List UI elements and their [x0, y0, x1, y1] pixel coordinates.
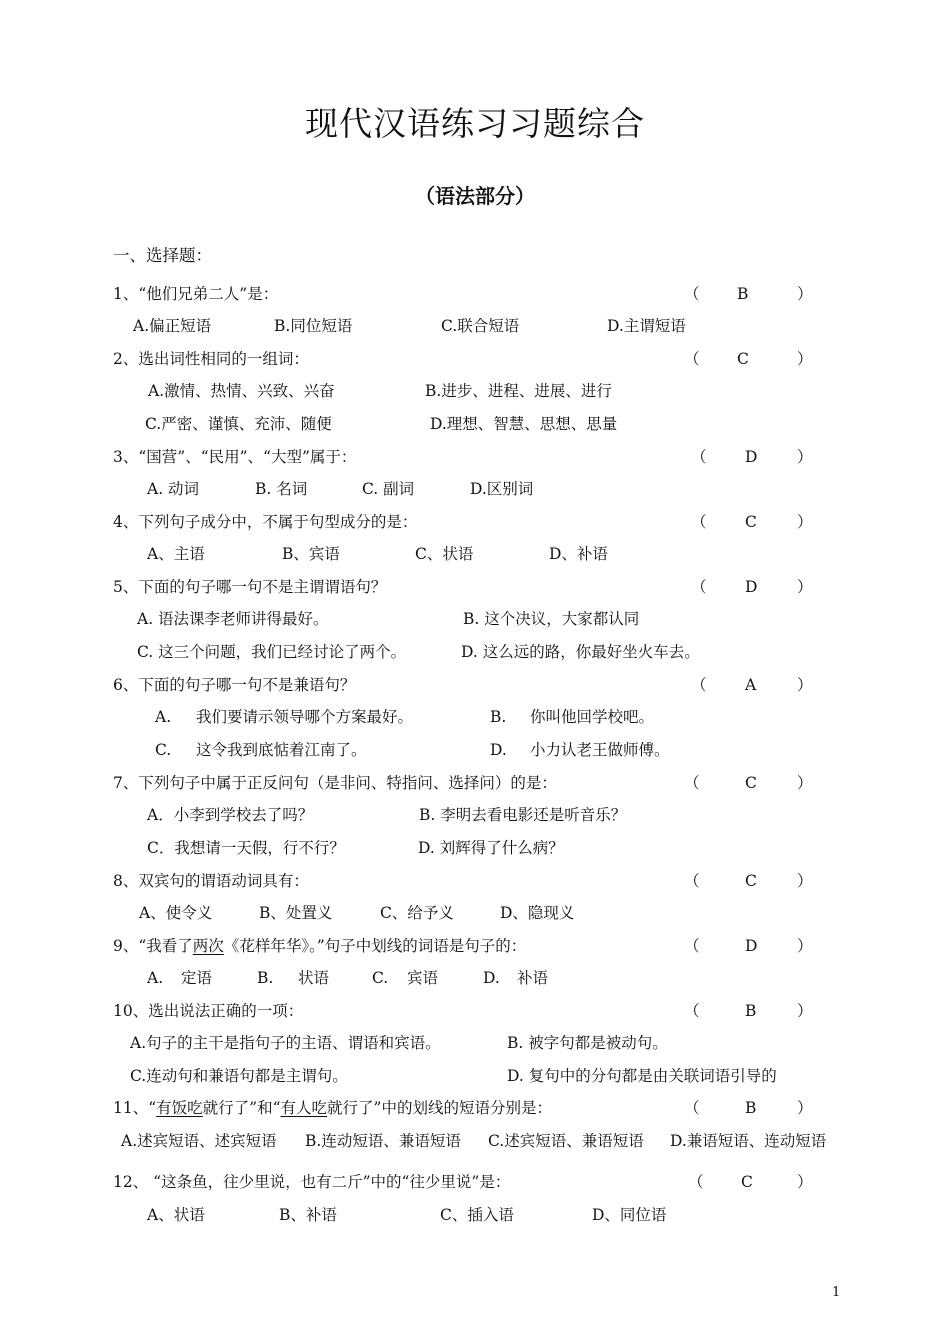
answer-4: C: [745, 513, 757, 531]
q3-option-a: A. 动词: [147, 480, 200, 498]
q11-underlined-2: 有人吃: [280, 1099, 328, 1117]
q5-option-b: B. 这个决议，大家都认同: [463, 610, 640, 628]
q3-option-c: C. 副词: [362, 480, 415, 498]
q11-part-2: 就行了”和“: [202, 1099, 281, 1117]
q9-option-d: 补语: [517, 969, 549, 987]
q12-option-d: D、同位语: [592, 1206, 667, 1224]
q1-option-b: B.同位短语: [274, 317, 353, 335]
question-4-text: 4、下列句子成分中，不属于句型成分的是：: [113, 513, 418, 531]
q6-option-d-letter: D.: [490, 741, 507, 759]
q2-option-b: B.进步、进程、进展、进行: [425, 382, 612, 400]
q10-option-c: C.连动句和兼语句都是主谓句。: [130, 1067, 348, 1085]
q9-option-a-letter: A.: [147, 969, 164, 987]
q11-option-b: B.连动短语、兼语短语: [305, 1132, 461, 1150]
question-6-text: 6、下面的句子哪一句不是兼语句？: [113, 676, 356, 694]
q7-option-c: C．我想请一天假，行不行？: [147, 839, 345, 857]
q6-option-a-letter: A.: [155, 708, 172, 726]
q11-part-3: 就行了”中的划线的短语分别是：: [327, 1099, 552, 1117]
q6-option-b-letter: B.: [490, 708, 507, 726]
q2-option-c: C.严密、谨慎、充沛、随便: [145, 415, 332, 433]
question-3-text: 3、“国营”、“民用”、“大型”属于：: [113, 448, 357, 466]
question-9-text: [113, 936, 526, 956]
q7-option-a: A．小李到学校去了吗？: [147, 806, 314, 824]
q12-option-a: A、状语: [147, 1206, 205, 1224]
question-7-text: 7、下列句子中属于正反问句（是非问、特指问、选择问）的是：: [113, 774, 557, 792]
answer-bracket-open: （: [684, 1099, 700, 1117]
q9-underlined-word: 两次: [192, 937, 224, 955]
page-title: 现代汉语练习习题综合: [305, 104, 645, 143]
q4-option-c: C、状语: [415, 545, 474, 563]
answer-bracket-open: （: [688, 1173, 704, 1191]
answer-bracket-close: ）: [797, 513, 813, 531]
answer-bracket-open: （: [684, 774, 700, 792]
q1-option-d: D.主谓短语: [607, 317, 686, 335]
answer-bracket-close: ）: [797, 676, 813, 694]
q9-option-c-letter: C.: [372, 969, 389, 987]
q7-option-d: D. 刘辉得了什么病？: [418, 839, 564, 857]
question-10-text: 10、选出说法正确的一项：: [113, 1002, 304, 1020]
q6-option-a: 我们要请示领导哪个方案最好。: [196, 708, 414, 726]
answer-8: C: [745, 872, 757, 890]
q8-option-d: D、隐现义: [500, 904, 575, 922]
answer-bracket-open: （: [684, 350, 700, 368]
answer-bracket-open: （: [691, 448, 707, 466]
answer-bracket-close: ）: [797, 937, 813, 955]
q7-option-b: B. 李明去看电影还是听音乐？: [419, 806, 627, 824]
page-number: 1: [832, 1285, 841, 1300]
question-12-text: 12、 “这条鱼，往少里说，也有二斤”中的“往少里说”是：: [113, 1173, 511, 1191]
question-5-text: 5、下面的句子哪一句不是主谓谓语句？: [113, 578, 387, 596]
q2-option-a: A.激情、热情、兴致、兴奋: [148, 382, 335, 400]
q9-option-c: 宾语: [407, 969, 439, 987]
q4-option-d: D、补语: [549, 545, 608, 563]
q11-option-c: C.述宾短语、兼语短语: [488, 1132, 644, 1150]
answer-bracket-open: （: [684, 937, 700, 955]
answer-bracket-close: ）: [797, 448, 813, 466]
q12-option-c: C、插入语: [440, 1206, 514, 1224]
question-2-text: 2、选出词性相同的一组词：: [113, 350, 309, 368]
q5-option-c: C. 这三个问题，我们已经讨论了两个。: [137, 643, 407, 661]
page-subtitle: （语法部分）: [415, 184, 535, 208]
answer-10: B: [745, 1002, 757, 1020]
q9-option-b-letter: B.: [257, 969, 274, 987]
q8-option-c: C、给予义: [380, 904, 454, 922]
q10-option-b: B. 被字句都是被动句。: [507, 1034, 668, 1052]
q11-underlined-1: 有饭吃: [156, 1099, 203, 1117]
answer-3: D: [745, 448, 758, 466]
answer-5: D: [745, 578, 758, 596]
q11-part-1: 11、“: [113, 1099, 157, 1117]
answer-bracket-open: （: [691, 676, 707, 694]
q4-option-a: A、主语: [147, 545, 205, 563]
answer-bracket-open: （: [691, 578, 707, 596]
answer-bracket-close: ）: [797, 1099, 813, 1117]
q10-option-d: D. 复句中的分句都是由关联词语引导的: [507, 1067, 777, 1085]
q6-option-c: 这令我到底惦着江南了。: [196, 741, 367, 759]
q5-option-a: A. 语法课李老师讲得最好。: [137, 610, 329, 628]
q10-option-a: A.句子的主干是指句子的主语、谓语和宾语。: [130, 1034, 441, 1052]
answer-12: C: [741, 1173, 753, 1191]
q6-option-c-letter: C.: [155, 741, 172, 759]
q8-option-a: A、使令义: [139, 904, 213, 922]
q9-text-post: 《花样年华》。”句子中划线的词语是句子的：: [223, 937, 527, 955]
answer-9: D: [745, 937, 758, 955]
q6-option-b: 你叫他回学校吧。: [530, 708, 655, 726]
q3-option-d: D.区别词: [470, 480, 534, 498]
answer-bracket-close: ）: [797, 774, 813, 792]
q8-option-b: B、处置义: [259, 904, 333, 922]
answer-bracket-open: （: [684, 872, 700, 890]
answer-bracket-close: ）: [797, 578, 813, 596]
question-11-text: [113, 1098, 552, 1118]
answer-bracket-open: （: [684, 1002, 700, 1020]
answer-6: A: [745, 676, 757, 694]
q12-option-b: B、补语: [279, 1206, 337, 1224]
answer-bracket-close: ）: [797, 350, 813, 368]
answer-7: C: [745, 774, 757, 792]
q1-option-a: A.偏正短语: [133, 317, 212, 335]
q9-option-a: 定语: [181, 969, 213, 987]
answer-bracket-open: （: [691, 513, 707, 531]
q6-option-d: 小力认老王做师傅。: [530, 741, 670, 759]
answer-bracket-close: ）: [797, 285, 813, 303]
q9-text-pre: 9、“我看了: [113, 937, 193, 955]
answer-bracket-open: （: [684, 285, 700, 303]
answer-1: B: [737, 285, 749, 303]
answer-bracket-close: ）: [797, 872, 813, 890]
q3-option-b: B. 名词: [255, 480, 308, 498]
q2-option-d: D.理想、智慧、思想、思量: [430, 415, 618, 433]
section-heading: 一、选择题：: [113, 246, 212, 265]
q5-option-d: D. 这么远的路，你最好坐火车去。: [461, 643, 700, 661]
question-8-text: 8、双宾句的谓语动词具有：: [113, 872, 309, 890]
q11-option-a: A.述宾短语、述宾短语: [121, 1132, 277, 1150]
question-1-text: 1、“他们兄弟二人”是：: [113, 285, 279, 303]
q9-option-d-letter: D.: [483, 969, 500, 987]
answer-2: C: [737, 350, 749, 368]
q9-option-b: 状语: [298, 969, 330, 987]
q11-option-d: D.兼语短语、连动短语: [670, 1132, 827, 1150]
answer-11: B: [745, 1099, 757, 1117]
answer-bracket-close: ）: [797, 1002, 813, 1020]
q4-option-b: B、宾语: [282, 545, 340, 563]
q1-option-c: C.联合短语: [441, 317, 520, 335]
answer-bracket-close: ）: [797, 1173, 813, 1191]
